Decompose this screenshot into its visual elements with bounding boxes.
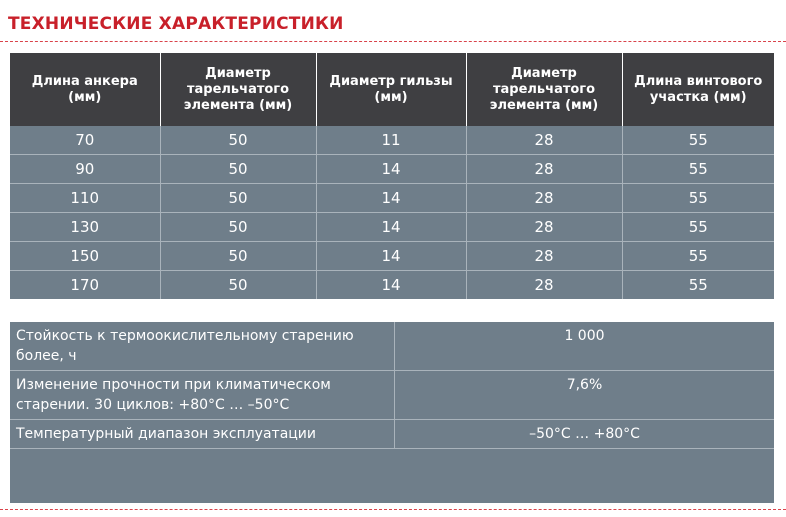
header-plate-diameter: Диаметр тарельчатого элемента (мм) [160, 53, 316, 126]
page-title: ТЕХНИЧЕСКИЕ ХАРАКТЕРИСТИКИ [8, 14, 344, 34]
table-cell: 14 [316, 271, 466, 300]
table-cell: 28 [466, 213, 622, 242]
property-row [10, 322, 774, 371]
table-row [10, 184, 774, 213]
table-cell: 28 [466, 271, 622, 300]
property-row [10, 420, 774, 449]
table-cell: 70 [10, 126, 160, 155]
table-cell: 14 [316, 242, 466, 271]
property-value: 7,6% [395, 371, 775, 420]
header-sleeve-diameter: Диаметр гильзы (мм) [316, 53, 466, 126]
filler-cell [10, 449, 395, 504]
table-cell: 28 [466, 155, 622, 184]
property-value: 1 000 [395, 322, 775, 371]
property-label: Изменение прочности при климатическом старении. 30 циклов: +80°С … –50°С [10, 371, 395, 420]
table-cell: 130 [10, 213, 160, 242]
property-value: –50°С … +80°С [395, 420, 775, 449]
table-cell: 170 [10, 271, 160, 300]
table-cell: 50 [160, 213, 316, 242]
header-anchor-length: Длина анкера (мм) [10, 53, 160, 126]
table-cell: 14 [316, 155, 466, 184]
bottom-divider [0, 509, 786, 510]
table-cell: 150 [10, 242, 160, 271]
table-row [10, 213, 774, 242]
table-row [10, 242, 774, 271]
filler-cell [395, 449, 775, 504]
table-cell: 55 [622, 242, 774, 271]
table-cell: 110 [10, 184, 160, 213]
table-cell: 55 [622, 213, 774, 242]
title-divider [0, 41, 786, 42]
properties-table [10, 322, 774, 503]
table-cell: 28 [466, 126, 622, 155]
specs-table [10, 53, 774, 299]
specs-header-row [10, 53, 774, 126]
table-cell: 50 [160, 126, 316, 155]
header-plate-diameter-2: Диаметр тарельчатого элемента (мм) [466, 53, 622, 126]
table-cell: 55 [622, 271, 774, 300]
table-row [10, 271, 774, 300]
table-cell: 90 [10, 155, 160, 184]
table-cell: 55 [622, 184, 774, 213]
property-filler-row [10, 449, 774, 504]
table-row [10, 126, 774, 155]
table-cell: 50 [160, 242, 316, 271]
table-row [10, 155, 774, 184]
table-cell: 50 [160, 271, 316, 300]
table-cell: 14 [316, 184, 466, 213]
property-label: Стойкость к термоокислительному старению более, ч [10, 322, 395, 371]
table-cell: 55 [622, 155, 774, 184]
table-cell: 50 [160, 155, 316, 184]
header-screw-length: Длина винтового участка (мм) [622, 53, 774, 126]
table-cell: 11 [316, 126, 466, 155]
table-cell: 55 [622, 126, 774, 155]
property-row [10, 371, 774, 420]
table-cell: 14 [316, 213, 466, 242]
table-cell: 28 [466, 184, 622, 213]
table-cell: 50 [160, 184, 316, 213]
property-label: Температурный диапазон эксплуатации [10, 420, 395, 449]
table-cell: 28 [466, 242, 622, 271]
